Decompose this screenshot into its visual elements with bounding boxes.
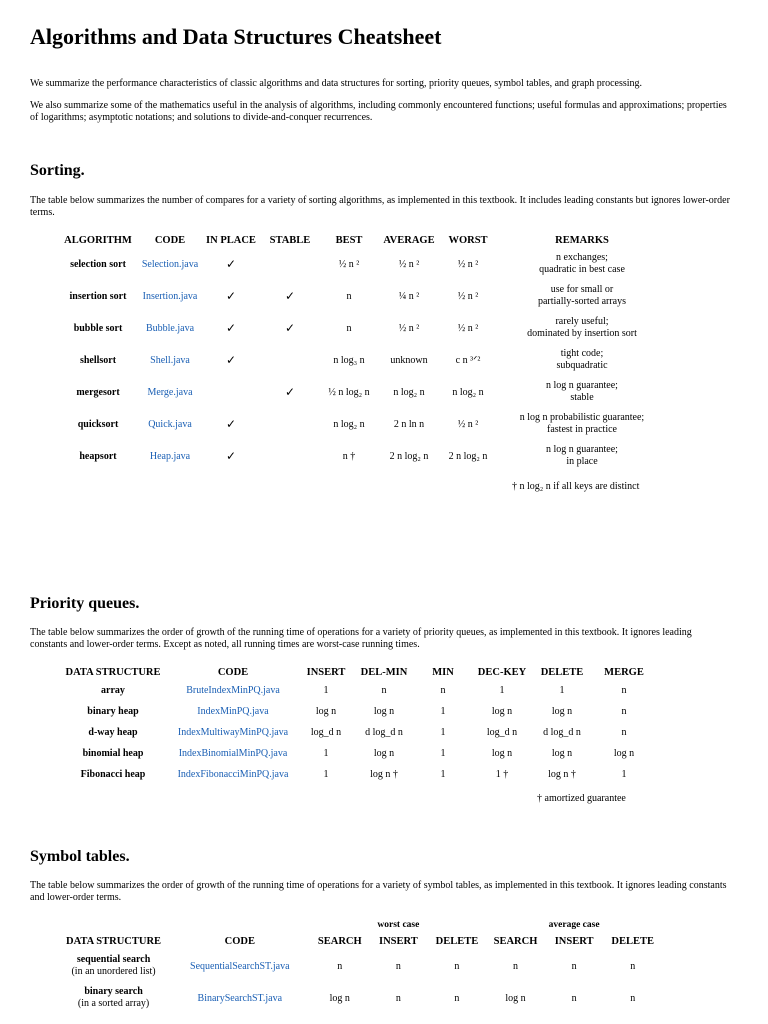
- cell-in-place: [202, 312, 260, 344]
- cell-dec-key: 1: [499, 685, 505, 696]
- cell-remarks: [496, 440, 668, 472]
- structure-name: binary search: [84, 986, 143, 997]
- remark-line: in place: [566, 456, 598, 467]
- cell-del-min: d log_d n: [365, 727, 403, 738]
- code-link[interactable]: SequentialSearchST.java: [190, 960, 290, 972]
- cell-stable: [260, 376, 320, 408]
- column-header: DELETE: [540, 666, 584, 678]
- cell-structure: Fibonacci heap: [80, 769, 146, 780]
- table-row: [58, 248, 668, 280]
- remark-line: n exchanges;: [556, 252, 608, 263]
- code-link[interactable]: Selection.java: [141, 258, 199, 270]
- cell-insert: log n: [315, 706, 337, 717]
- structure-note: (in a sorted array): [77, 998, 150, 1009]
- column-header: SEARCH: [317, 935, 362, 947]
- cell-a-search: n: [513, 960, 518, 972]
- column-header: CODE: [217, 666, 249, 678]
- cell-worst: n log₂ n: [452, 386, 484, 398]
- structure-note: (in an unordered list): [71, 966, 156, 977]
- cell-insert: 1: [323, 769, 329, 780]
- table-row: [58, 280, 668, 312]
- cell-code: [138, 376, 202, 408]
- cell-del-min: log n: [373, 748, 395, 759]
- column-header: DEL-MIN: [360, 666, 408, 678]
- column-header: INSERT: [554, 935, 594, 947]
- symbol-tables-description: The table below summarizes the order of growth of the running time of operations for a variety of symbol tables, as implemented in this textbook. It ignores leading constants and lower-order terms.: [30, 880, 727, 903]
- cell-code: [138, 312, 202, 344]
- cell-code: [138, 280, 202, 312]
- cell-average: ½ n ²: [398, 258, 420, 270]
- cell-best: n log₂ n: [333, 418, 365, 430]
- cell-structure: [58, 950, 169, 982]
- cell-code: [168, 743, 298, 764]
- table-row: [58, 722, 656, 743]
- symbol-table-table: [58, 918, 662, 1014]
- cell-best: n: [346, 322, 352, 334]
- column-header: IN PLACE: [206, 234, 256, 246]
- remark-line: n log n guarantee;: [546, 444, 618, 455]
- cell-merge: 1: [621, 769, 627, 780]
- cell-min: 1: [440, 769, 446, 780]
- remark-line: stable: [570, 392, 594, 403]
- cell-structure: array: [101, 685, 125, 696]
- cell-in-place: [202, 376, 260, 408]
- cell-stable: [260, 440, 320, 472]
- cell-dec-key: 1 †: [495, 769, 509, 780]
- column-header: REMARKS: [555, 234, 609, 246]
- cell-a-delete: n: [630, 992, 636, 1004]
- column-header: DEC-KEY: [477, 666, 527, 678]
- cell-merge: n: [621, 706, 627, 717]
- cell-stable: [260, 280, 320, 312]
- cell-algorithm: insertion sort: [69, 290, 127, 302]
- column-header: DELETE: [435, 935, 479, 947]
- code-link[interactable]: IndexBinomialMinPQ.java: [178, 748, 288, 759]
- cell-remarks: [496, 280, 668, 312]
- column-header: SEARCH: [493, 935, 538, 947]
- code-link[interactable]: Heap.java: [149, 450, 191, 462]
- remark-line: subquadratic: [556, 360, 608, 371]
- cell-w-search: log n: [329, 992, 350, 1004]
- cell-del-min: n: [381, 685, 387, 696]
- cell-average: ½ n ²: [398, 322, 420, 334]
- table-row: [58, 440, 668, 472]
- cell-in-place: [202, 440, 260, 472]
- cell-best: ½ n log₂ n: [328, 386, 370, 398]
- cell-worst: 2 n log₂ n: [448, 450, 488, 462]
- priority-queues-description: The table below summarizes the order of growth of the running time of operations for a variety of priority queues, as implemented in this textbook. It ignores leading constants and lower-order terms. Except as noted, all running times are worst-case running times.: [30, 627, 692, 650]
- checkmark: ✓: [284, 384, 296, 399]
- cell-delete: log n: [551, 706, 573, 717]
- remark-line: n log n probabilistic guarantee;: [519, 412, 645, 423]
- section-heading-sorting: Sorting.: [30, 162, 85, 179]
- cell-del-min: log n: [373, 706, 395, 717]
- cell-code: [168, 680, 298, 701]
- cell-code: [138, 408, 202, 440]
- table-row: [58, 312, 668, 344]
- column-header: DELETE: [611, 935, 654, 947]
- column-header: ALGORITHM: [64, 234, 132, 246]
- cell-average: unknown: [390, 354, 428, 366]
- cell-best: ½ n ²: [338, 258, 360, 270]
- table-row: [58, 376, 668, 408]
- cell-algorithm: selection sort: [70, 258, 126, 270]
- cell-algorithm: bubble sort: [73, 322, 123, 334]
- column-header: CODE: [154, 234, 186, 246]
- cell-structure: binomial heap: [82, 748, 144, 759]
- cell-remarks: [496, 248, 668, 280]
- priority-queue-table: [58, 664, 656, 785]
- sorting-footnote: † n log₂ n if all keys are distinct: [512, 481, 640, 492]
- cell-stable: [260, 408, 320, 440]
- code-link[interactable]: Merge.java: [147, 386, 193, 398]
- section-heading-priority-queues: Priority queues.: [30, 595, 140, 612]
- cell-dec-key: log n: [491, 706, 513, 717]
- cell-code: [168, 764, 298, 785]
- column-header: DATA STRUCTURE: [66, 935, 162, 947]
- checkmark: ✓: [225, 320, 237, 335]
- remark-line: quadratic in best case: [539, 264, 625, 275]
- checkmark: ✓: [284, 320, 296, 335]
- cell-code: [138, 344, 202, 376]
- cell-a-insert: n: [571, 992, 577, 1004]
- cell-remarks: [496, 408, 668, 440]
- code-link[interactable]: Bubble.java: [145, 322, 195, 334]
- cell-in-place: [202, 248, 260, 280]
- cell-in-place: [202, 280, 260, 312]
- cell-structure: binary heap: [87, 706, 139, 717]
- checkmark: ✓: [225, 256, 237, 271]
- cell-delete: 1: [559, 685, 565, 696]
- code-link[interactable]: Insertion.java: [142, 290, 198, 302]
- checkmark: ✓: [225, 352, 237, 367]
- cell-worst: ½ n ²: [457, 258, 479, 270]
- cell-code: [168, 701, 298, 722]
- cell-algorithm: heapsort: [79, 450, 117, 462]
- cell-best: n †: [342, 450, 356, 462]
- cell-dec-key: log n: [491, 748, 513, 759]
- cell-in-place: [202, 408, 260, 440]
- cell-min: 1: [440, 727, 446, 738]
- remark-line: tight code;: [560, 348, 604, 359]
- cell-stable: [260, 248, 320, 280]
- structure-name: sequential search: [76, 954, 151, 965]
- code-link[interactable]: IndexMinPQ.java: [197, 706, 269, 717]
- column-header: BEST: [335, 234, 363, 246]
- cell-w-delete: n: [454, 960, 460, 972]
- checkmark: ✓: [284, 288, 296, 303]
- cell-algorithm: mergesort: [76, 386, 120, 398]
- cell-algorithm: quicksort: [77, 418, 119, 430]
- page-title: Algorithms and Data Structures Cheatsheet: [30, 24, 442, 49]
- cell-average: 2 n ln n: [393, 418, 425, 430]
- remark-line: rarely useful;: [555, 316, 609, 327]
- cell-a-insert: n: [571, 960, 577, 972]
- table-row: [58, 982, 662, 1014]
- table-row: [58, 764, 656, 785]
- code-link[interactable]: Shell.java: [150, 354, 190, 366]
- cell-code: [169, 982, 310, 1014]
- cell-delete: d log_d n: [543, 727, 581, 738]
- cell-code: [168, 722, 298, 743]
- priority-queues-footnote: † amortized guarantee: [537, 793, 626, 804]
- code-link[interactable]: Quick.java: [148, 418, 192, 430]
- cell-a-search: log n: [505, 992, 526, 1004]
- sorting-description: The table below summarizes the number of compares for a variety of sorting algorithms, as implemented in this textbook. It includes leading constants but ignores lower-order terms.: [30, 195, 730, 218]
- cell-min: 1: [440, 748, 446, 759]
- cell-del-min: log n †: [370, 769, 398, 780]
- cell-average: ¼ n ²: [398, 290, 420, 302]
- cell-algorithm: shellsort: [79, 354, 117, 366]
- code-link[interactable]: IndexFibonacciMinPQ.java: [177, 769, 289, 780]
- remark-line: n log n guarantee;: [546, 380, 618, 391]
- intro-paragraph: We summarize the performance characteristics of classic algorithms and data structures for sorting, priority queues, symbol tables, and graph processing.: [30, 78, 643, 89]
- checkmark: ✓: [225, 416, 237, 431]
- cell-worst: ½ n ²: [457, 322, 479, 334]
- cell-structure: d-way heap: [88, 727, 138, 738]
- column-header: STABLE: [269, 234, 311, 246]
- table-header-row: [58, 232, 668, 248]
- cell-best: n: [346, 290, 352, 302]
- cell-insert: 1: [323, 685, 329, 696]
- table-group-header-row: [58, 918, 662, 932]
- table-row: [58, 408, 668, 440]
- cell-code: [138, 440, 202, 472]
- cell-stable: [260, 312, 320, 344]
- column-header: AVERAGE: [383, 234, 435, 246]
- cell-remarks: [496, 376, 668, 408]
- column-header: INSERT: [378, 935, 418, 947]
- checkmark: ✓: [225, 448, 237, 463]
- table-row: [58, 701, 656, 722]
- cell-average: 2 n log₂ n: [389, 450, 429, 462]
- cell-best: n log₃ n: [333, 354, 365, 366]
- cell-w-delete: n: [454, 992, 460, 1004]
- cell-insert: log_d n: [310, 727, 342, 738]
- remark-line: fastest in practice: [547, 424, 617, 435]
- cell-worst: ½ n ²: [457, 290, 479, 302]
- column-header: INSERT: [306, 666, 346, 678]
- column-header: DATA STRUCTURE: [65, 666, 161, 678]
- table-row: [58, 344, 668, 376]
- cell-code: [169, 950, 310, 982]
- remark-line: use for small or: [550, 284, 614, 295]
- cell-worst: c n ³ᐟ²: [455, 354, 481, 366]
- checkmark: ✓: [225, 288, 237, 303]
- cell-remarks: [496, 312, 668, 344]
- sorting-table: [58, 232, 668, 472]
- column-header: MIN: [432, 666, 454, 678]
- cell-in-place: [202, 344, 260, 376]
- cell-delete: log n †: [548, 769, 576, 780]
- column-header: WORST: [448, 234, 488, 246]
- table-header-row: [58, 932, 662, 950]
- column-header: CODE: [224, 935, 255, 947]
- table-row: [58, 680, 656, 701]
- table-header-row: [58, 664, 656, 680]
- cell-merge: n: [621, 727, 627, 738]
- code-link[interactable]: BinarySearchST.java: [197, 992, 283, 1004]
- cell-w-insert: n: [395, 960, 401, 972]
- cell-remarks: [496, 344, 668, 376]
- cell-a-delete: n: [630, 960, 636, 972]
- cell-delete: log n: [551, 748, 573, 759]
- remark-line: dominated by insertion sort: [527, 328, 637, 339]
- cell-dec-key: log_d n: [486, 727, 518, 738]
- cell-insert: 1: [323, 748, 329, 759]
- cell-merge: n: [621, 685, 627, 696]
- cell-w-insert: n: [395, 992, 401, 1004]
- cell-worst: ½ n ²: [457, 418, 479, 430]
- cell-code: [138, 248, 202, 280]
- remark-line: partially-sorted arrays: [537, 296, 627, 307]
- section-heading-symbol-tables: Symbol tables.: [30, 848, 130, 865]
- cell-min: n: [440, 685, 446, 696]
- group-header-worst-case: worst case: [377, 920, 420, 930]
- cell-stable: [260, 344, 320, 376]
- cell-merge: log n: [613, 748, 635, 759]
- code-link[interactable]: BruteIndexMinPQ.java: [186, 685, 280, 696]
- table-row: [58, 743, 656, 764]
- cell-min: 1: [440, 706, 446, 717]
- group-header-average-case: average case: [548, 920, 600, 930]
- cell-average: n log₂ n: [393, 386, 425, 398]
- cell-structure: [58, 982, 169, 1014]
- column-header: MERGE: [604, 666, 644, 678]
- code-link[interactable]: IndexMultiwayMinPQ.java: [177, 727, 289, 738]
- table-row: [58, 950, 662, 982]
- cell-w-search: n: [337, 960, 343, 972]
- intro-paragraph: We also summarize some of the mathematics useful in the analysis of algorithms, including commonly encountered functions; useful formulas and approximations; properties of logarithms; asymptotic notations; and solutions to divide-and-conquer recurrences.: [30, 100, 727, 123]
